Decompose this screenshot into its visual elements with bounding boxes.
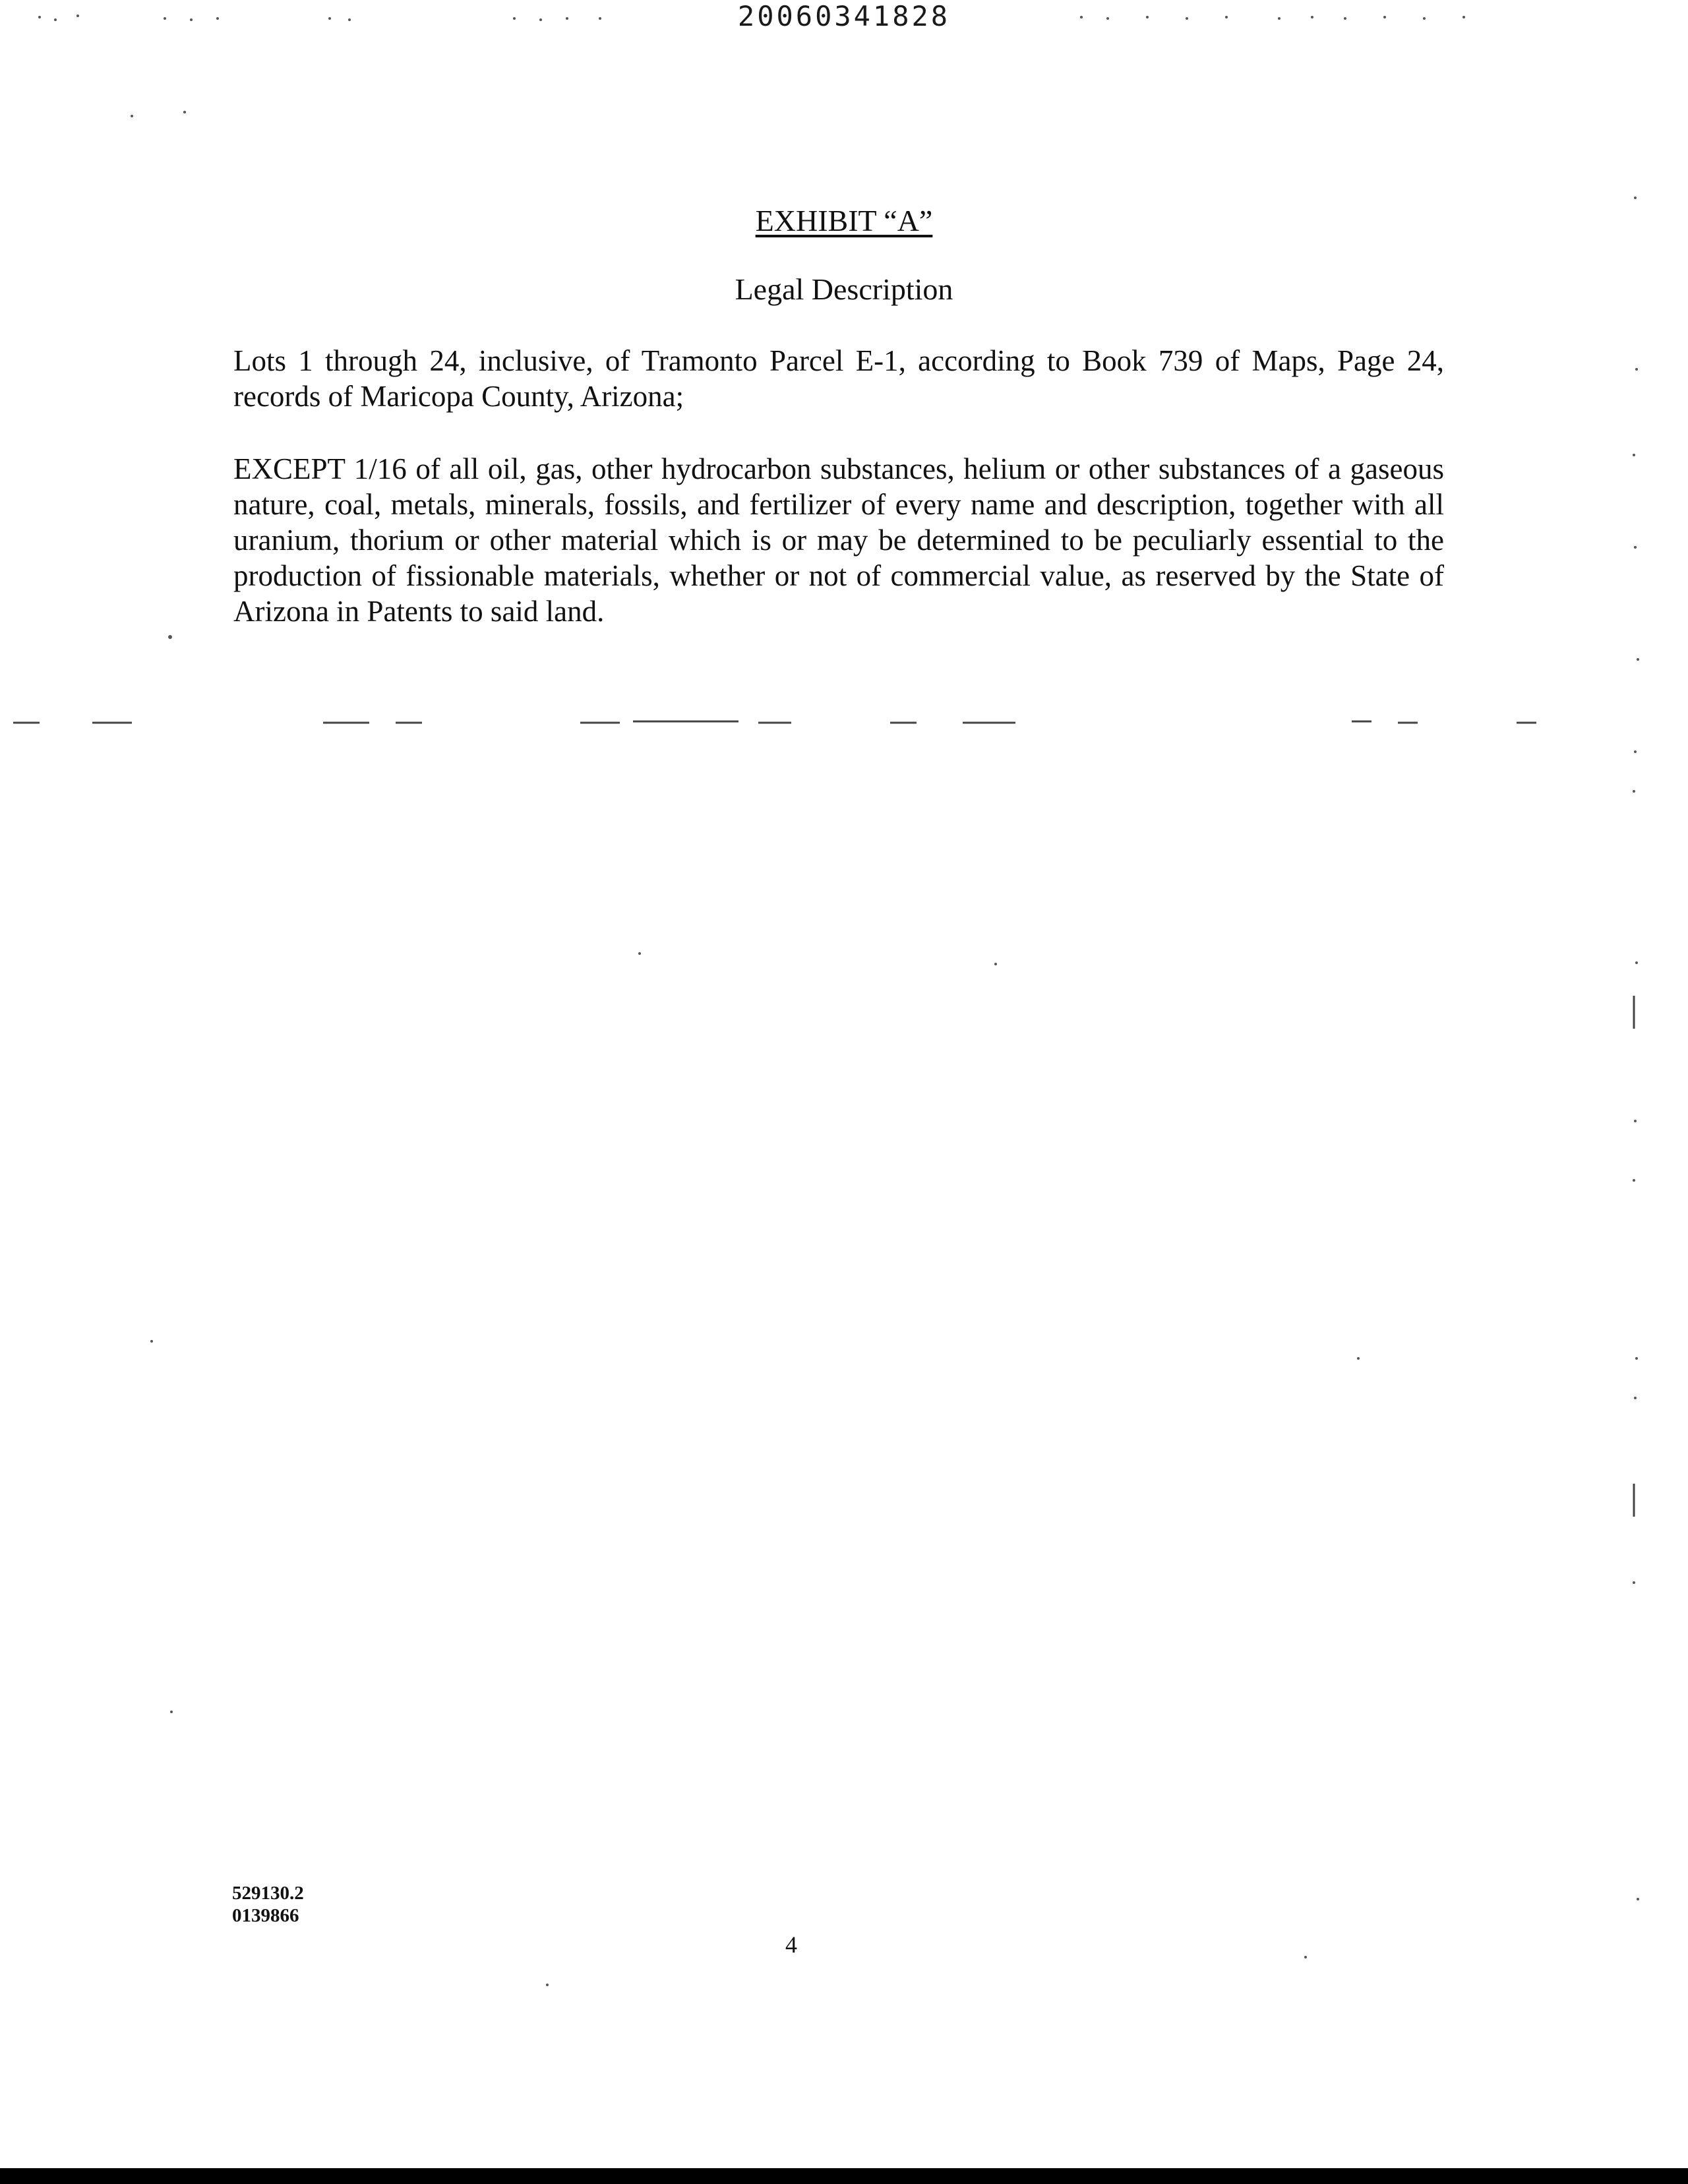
reference-id-2: 0139866 bbox=[232, 1905, 299, 1926]
page-number: 4 bbox=[785, 1931, 797, 1958]
reference-id-1: 529130.2 bbox=[232, 1883, 304, 1904]
scan-bottom-edge bbox=[0, 2168, 1688, 2184]
except-paragraph: EXCEPT 1/16 of all oil, gas, other hydrocarbon substances, helium or other substances of a gaseous nature, coal, metals, minerals, fossils, and fertilizer of every name and description, together with all uranium, thorium or other material which is or may be determined to be peculiarly essential to the production of fissionable materials, whether or not of commercial value, as reserved by the State of Arizona in Patents to said land. bbox=[233, 452, 1444, 628]
lots-paragraph: Lots 1 through 24, inclusive, of Tramonto Parcel E-1, according to Book 739 of Maps, Page 24, records of Maricopa County, Arizona; bbox=[233, 344, 1444, 413]
legal-description-heading: Legal Description bbox=[735, 272, 953, 306]
document-number: 20060341828 bbox=[737, 0, 951, 32]
footer-reference-ids bbox=[232, 1882, 304, 1927]
exhibit-title: EXHIBIT “A” bbox=[755, 204, 933, 237]
